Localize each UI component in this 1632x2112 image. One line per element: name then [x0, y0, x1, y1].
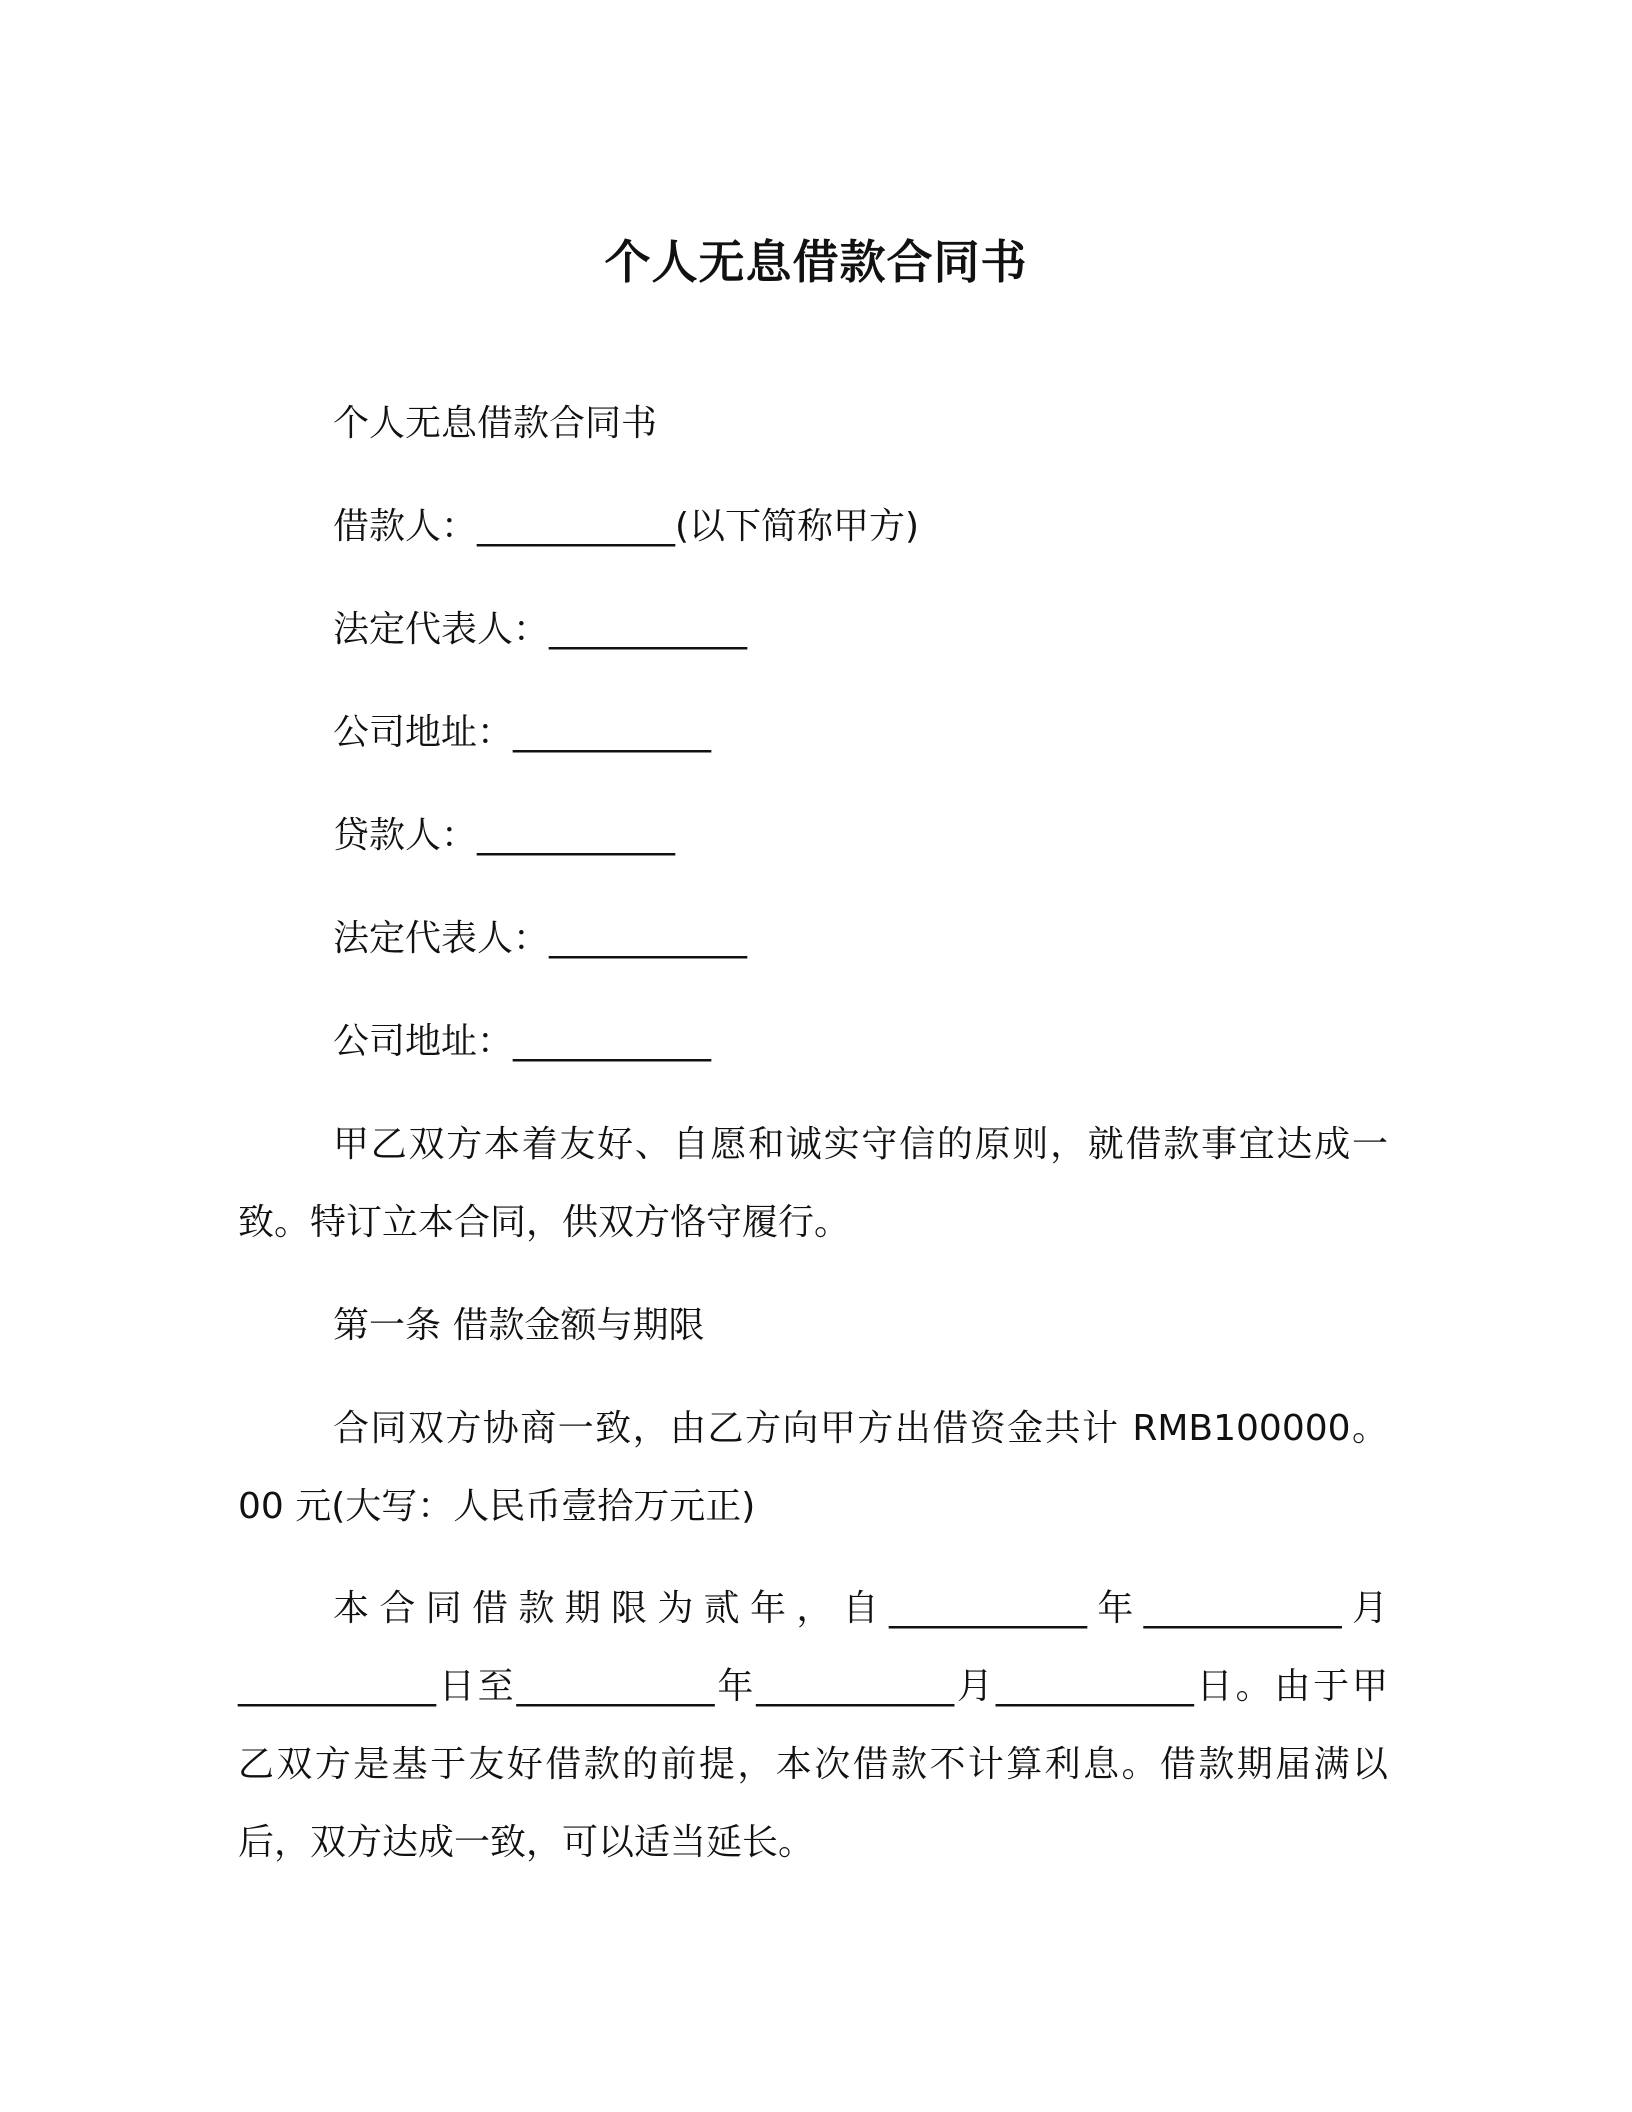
company-address-field-2: 公司地址：___________ — [333, 1021, 712, 1062]
lender-field: 贷款人：___________ — [333, 815, 676, 856]
borrower-field: 借款人：___________(以下简称甲方) — [333, 506, 920, 547]
legal-representative-field-2: 法定代表人：___________ — [333, 918, 748, 959]
loan-term-paragraph: 本合同借款期限为贰年，自___________年___________月___________日至___________年___________月___________日。由于甲乙双方是基于友好借款的前提，本次借款不计算利息。借款期届满以后，双方达成一致，可以适当延长。 — [238, 1588, 1388, 1863]
document-title: 个人无息借款合同书 — [604, 235, 1028, 289]
article-1-heading: 第一条 借款金额与期限 — [333, 1305, 705, 1346]
document-subtitle: 个人无息借款合同书 — [333, 403, 658, 444]
loan-amount-paragraph: 合同双方协商一致，由乙方向甲方出借资金共计 RMB100000。00 元(大写：人民币壹拾万元正) — [238, 1408, 1388, 1527]
legal-representative-field-1: 法定代表人：___________ — [333, 609, 748, 650]
intro-paragraph: 甲乙双方本着友好、自愿和诚实守信的原则，就借款事宜达成一致。特订立本合同，供双方恪守履行。 — [238, 1124, 1388, 1243]
company-address-field-1: 公司地址：___________ — [333, 712, 712, 753]
